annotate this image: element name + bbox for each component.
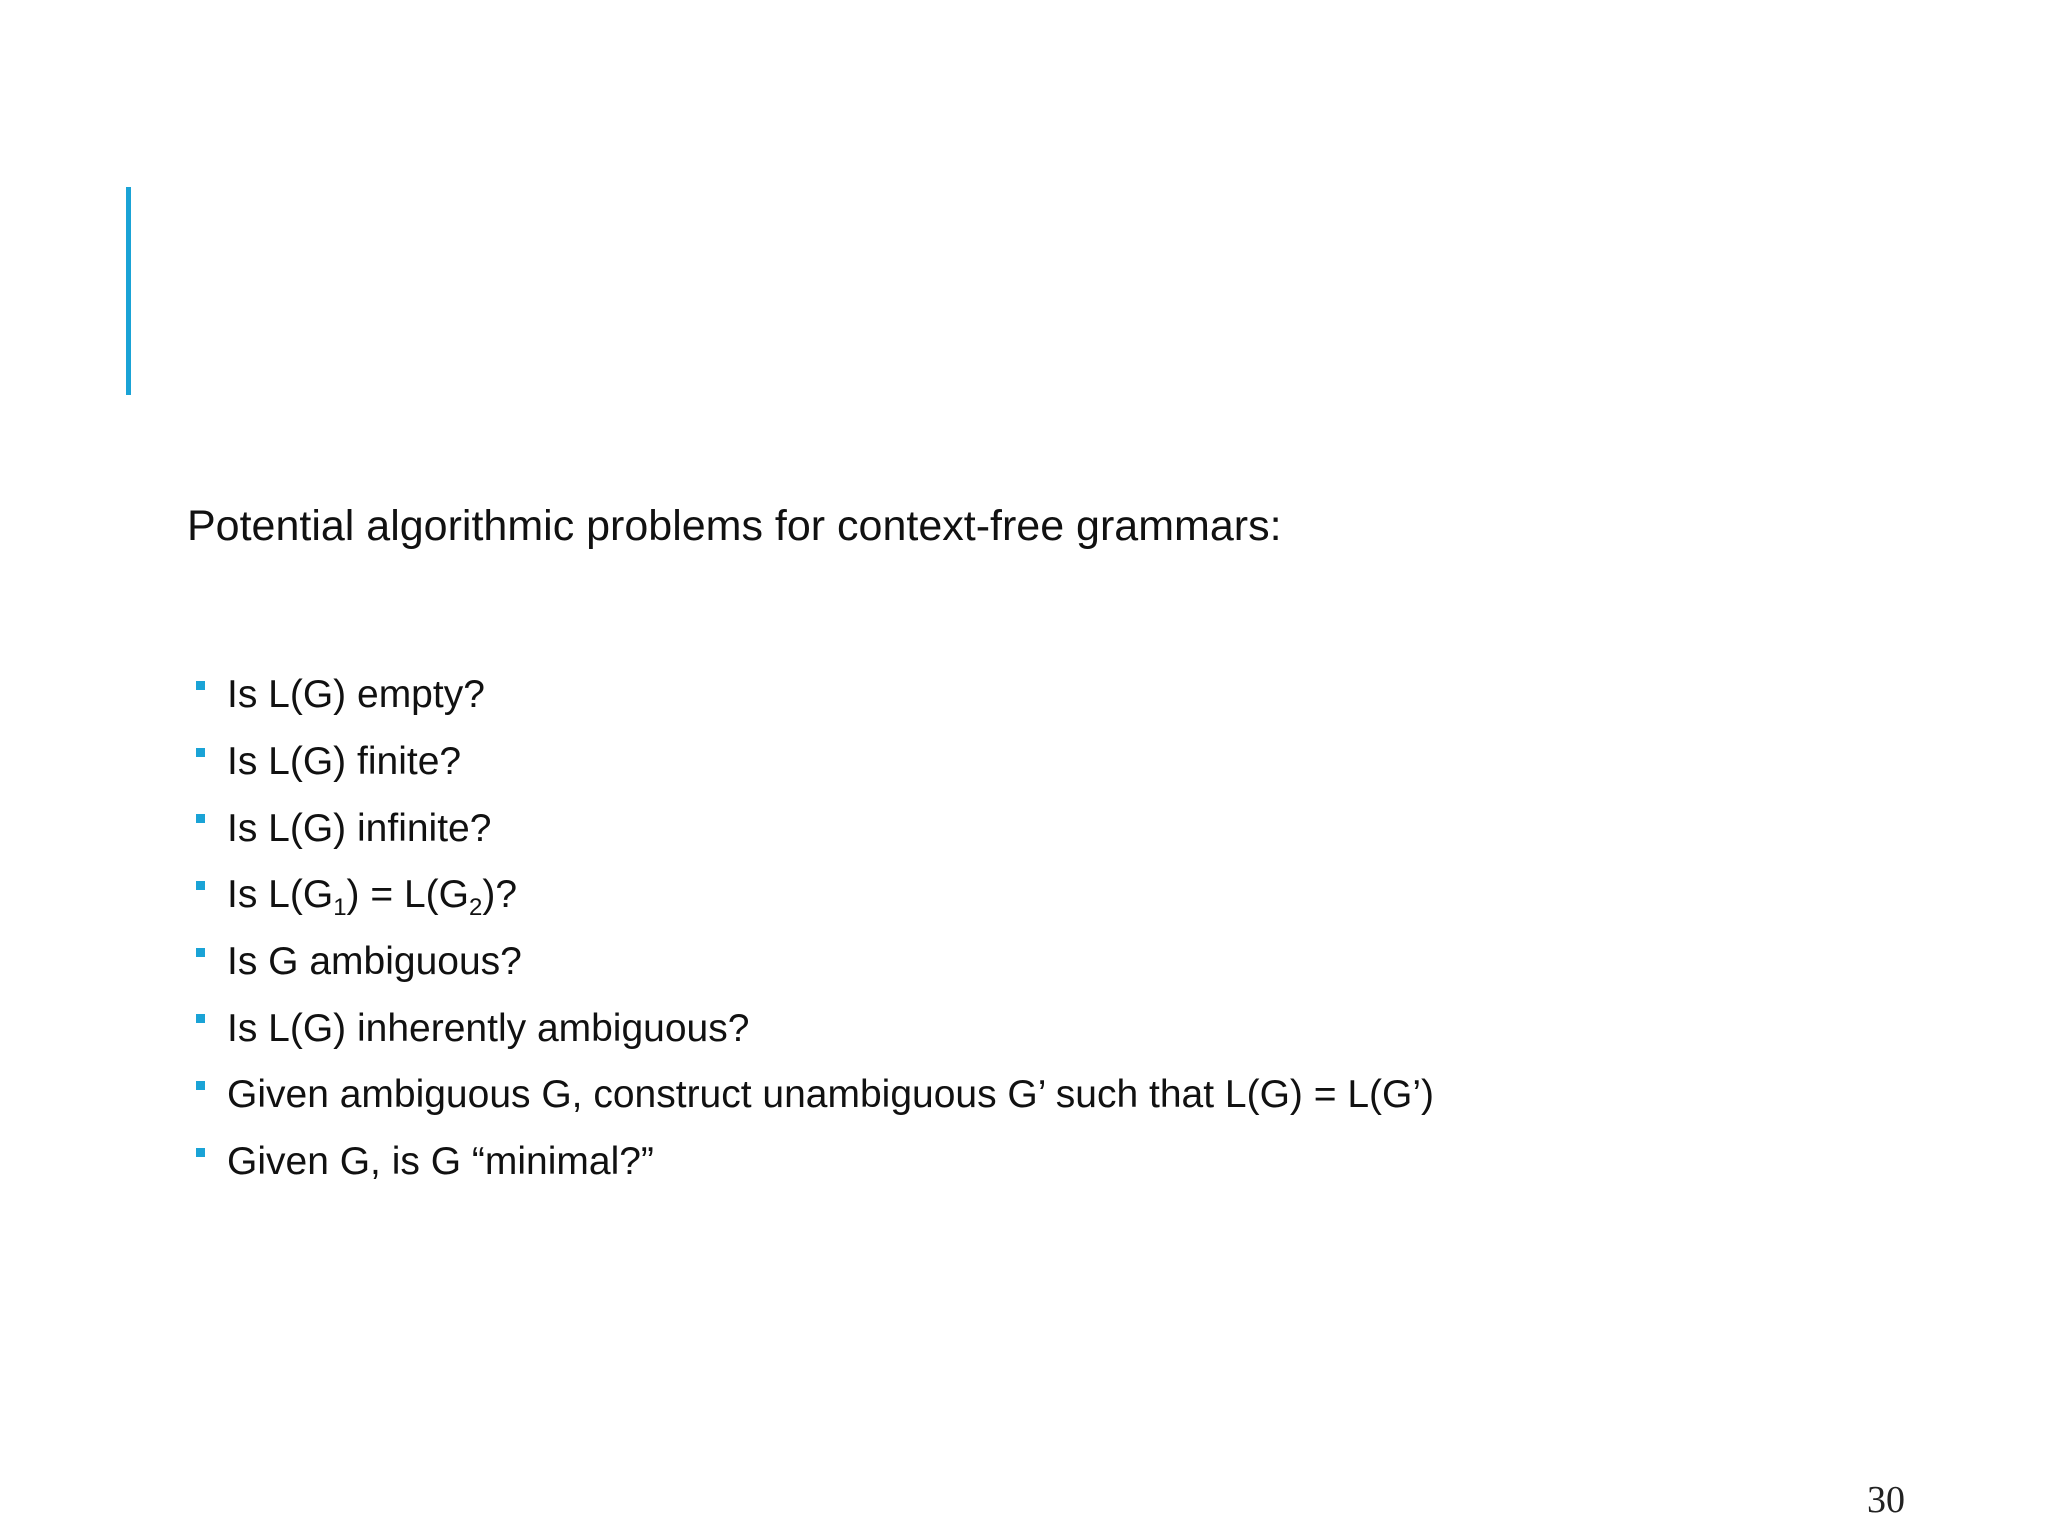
- page-number: 30: [1867, 1479, 1905, 1521]
- square-bullet-icon: [196, 948, 205, 957]
- subscript: 1: [333, 894, 347, 922]
- list-item: [196, 995, 1434, 1062]
- subscript: 2: [469, 894, 483, 922]
- bullet-text: Is L(G) inherently ambiguous?: [227, 1006, 750, 1050]
- list-item: [196, 1129, 1434, 1196]
- square-bullet-icon: [196, 814, 205, 823]
- bullet-text: Is L(G) empty?: [227, 673, 485, 717]
- slide-intro: Potential algorithmic problems for context-free grammars:: [187, 502, 1282, 550]
- square-bullet-icon: [196, 881, 205, 890]
- square-bullet-icon: [196, 1148, 205, 1157]
- square-bullet-icon: [196, 681, 205, 690]
- list-item: [196, 662, 1434, 729]
- list-item: [196, 862, 1434, 929]
- list-item: [196, 795, 1434, 862]
- square-bullet-icon: [196, 1081, 205, 1090]
- bullet-text: Is $L(G_1) = L(G_2)$?: [227, 873, 518, 922]
- accent-bar: [126, 187, 131, 395]
- square-bullet-icon: [196, 1014, 205, 1023]
- square-bullet-icon: [196, 748, 205, 757]
- bullet-text: Is L(G) infinite?: [227, 806, 492, 850]
- bullet-text: Given G, is G “minimal?”: [227, 1140, 654, 1184]
- bullet-text: Given ambiguous G, construct unambiguous G’ such that L(G) = L(G’): [227, 1073, 1435, 1117]
- list-item: [196, 1062, 1434, 1129]
- bullet-text: Is L(G) finite?: [227, 740, 462, 784]
- list-item: [196, 729, 1434, 796]
- bullet-text: Is G ambiguous?: [227, 940, 522, 984]
- bullet-list: [196, 662, 1434, 1196]
- list-item: [196, 929, 1434, 996]
